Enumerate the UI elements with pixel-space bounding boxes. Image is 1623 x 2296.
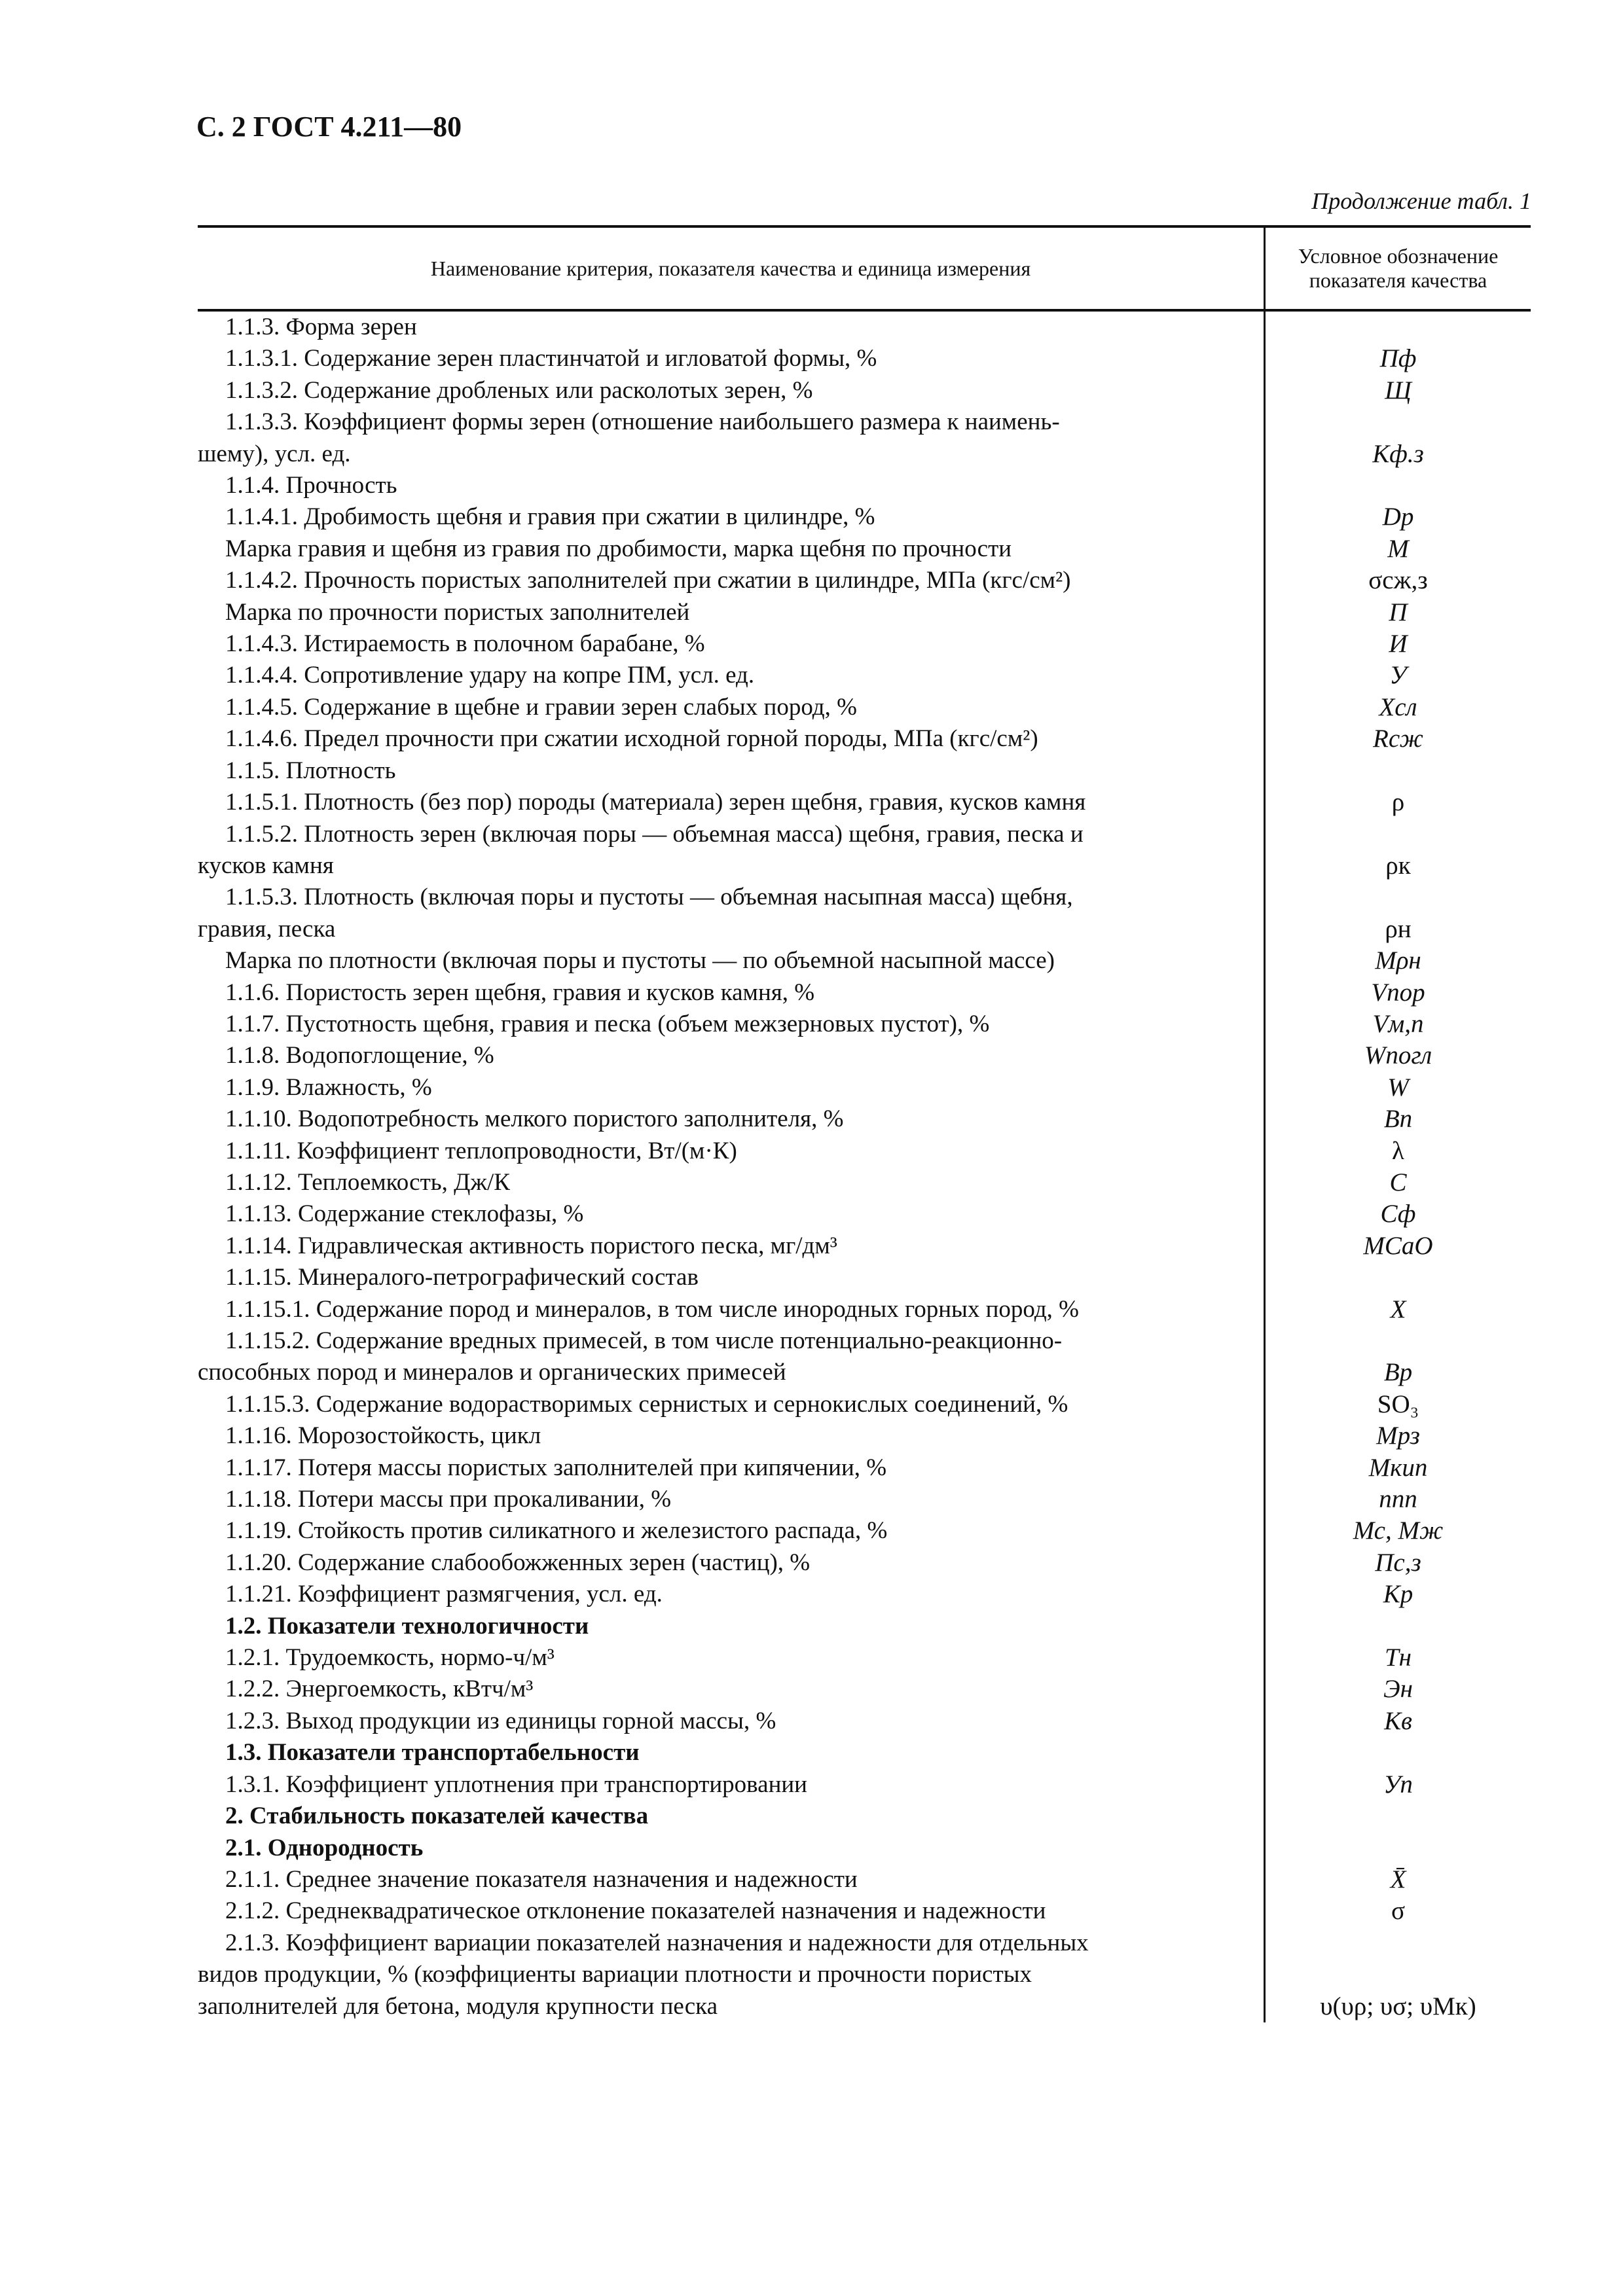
indicator-name-line: гравия, песка (198, 915, 336, 942)
indicator-name (198, 1737, 1264, 1768)
indicator-symbol (1264, 312, 1531, 343)
indicator-name-line: Марка по плотности (включая поры и пустоты — по объемной насыпной массе) (225, 947, 1055, 975)
table-row (198, 1928, 1531, 2022)
indicator-name-line: 1.1.6. Пористость зерен щебня, гравия и кусков камня, % (225, 978, 815, 1006)
indicator-name-line: 1.1.15.1. Содержание пород и минералов, в том числе инородных горных пород, % (225, 1295, 1079, 1323)
table-row (198, 819, 1531, 882)
table-row (198, 1325, 1531, 1389)
table-row (198, 660, 1531, 691)
indicator-name (198, 1389, 1264, 1420)
indicator-name (198, 1515, 1264, 1547)
table-row (198, 1420, 1531, 1452)
indicator-symbol: SO₃ (1264, 1389, 1531, 1420)
indicator-symbol (1264, 1801, 1531, 1832)
indicator-name (198, 1895, 1264, 1927)
indicator-symbol: σсж,з (1264, 565, 1531, 596)
table-row (198, 406, 1531, 470)
table-row (198, 1642, 1531, 1674)
table-header-row (198, 228, 1531, 309)
indicator-name (198, 1136, 1264, 1167)
indicator-name (198, 501, 1264, 533)
indicator-name (198, 787, 1264, 818)
indicator-name-line: 1.3.1. Коэффициент уплотнения при транспортировании (225, 1770, 807, 1798)
indicator-name (198, 1072, 1264, 1103)
indicator-symbol: ρ (1264, 787, 1531, 818)
table-row (198, 1833, 1531, 1864)
indicator-name-line: 1.1.7. Пустотность щебня, гравия и песка (объем межзерновых пустот), % (225, 1010, 990, 1037)
indicator-name (198, 597, 1264, 628)
indicator-symbol: Dр (1264, 501, 1531, 533)
indicator-name (198, 565, 1264, 596)
indicator-symbol: Пф (1264, 343, 1531, 374)
indicator-name-line: 1.1.10. Водопотребность мелкого пористого заполнителя, % (225, 1105, 844, 1133)
table-row (198, 1262, 1531, 1293)
indicator-symbol: Щ (1264, 375, 1531, 406)
indicator-name-line: заполнителей для бетона, модуля крупности песка (198, 1992, 718, 2020)
indicator-name-line: 1.1.5.3. Плотность (включая поры и пустоты — объемная насыпная масса) щебня, (225, 884, 1073, 911)
table-row (198, 1579, 1531, 1610)
indicator-name-line: 1.1.4.2. Прочность пористых заполнителей при сжатии в цилиндре, МПа (кгс/см²) (225, 567, 1071, 594)
indicator-name-line: 1.1.9. Влажность, % (225, 1073, 432, 1101)
indicator-name-line: 1.1.4.3. Истираемость в полочном барабане, % (225, 630, 705, 658)
table-row (198, 1706, 1531, 1737)
table-continuation-label: Продолжение табл. 1 (1311, 188, 1531, 214)
indicator-name (198, 692, 1264, 723)
indicator-symbol: И (1264, 628, 1531, 660)
table-row (198, 343, 1531, 374)
indicator-name (198, 1198, 1264, 1230)
indicator-name (198, 1009, 1264, 1040)
table-row (198, 882, 1531, 945)
table-row (198, 1294, 1531, 1325)
table-row (198, 628, 1531, 660)
indicator-name-line: 2.1. Однородность (225, 1834, 424, 1861)
table-row (198, 565, 1531, 596)
indicator-name-line: 1.2.2. Энергоемкость, кВтч/м³ (225, 1676, 534, 1703)
indicator-symbol (1264, 755, 1531, 787)
indicator-symbol: П (1264, 597, 1531, 628)
indicator-name-line: 1.1.14. Гидравлическая активность пористого песка, мг/дм³ (225, 1232, 837, 1259)
indicator-name-line: Марка гравия и щебня из гравия по дробимости, марка щебня по прочности (225, 535, 1012, 562)
indicator-name-line: 1.1.4.4. Сопротивление удару на копре ПМ, усл. ед. (225, 662, 755, 689)
table-row (198, 1389, 1531, 1420)
indicator-name (198, 660, 1264, 691)
indicator-name-line: 1.1.16. Морозостойкость, цикл (225, 1422, 541, 1450)
table-row (198, 1167, 1531, 1198)
table-row (198, 945, 1531, 977)
indicator-name-line: 1.1.4.1. Дробимость щебня и гравия при сжатии в цилиндре, % (225, 503, 875, 531)
indicator-name-line: 1.1.5. Плотность (225, 757, 396, 784)
indicator-name (198, 1484, 1264, 1515)
indicator-name-line: 1.1.12. Теплоемкость, Дж/К (225, 1168, 510, 1196)
indicator-name-line: 1.1.19. Стойкость против силикатного и железистого распада, % (225, 1517, 888, 1545)
indicator-name (198, 312, 1264, 343)
page-header: С. 2 ГОСТ 4.211—80 (196, 111, 462, 143)
indicator-name-line: кусков камня (198, 852, 334, 879)
table-row (198, 1864, 1531, 1895)
indicator-symbol: М (1264, 533, 1531, 565)
table-row (198, 1801, 1531, 1832)
indicator-name (198, 375, 1264, 406)
indicator-symbol: Кф.з (1264, 406, 1531, 470)
table-row (198, 312, 1531, 343)
indicator-symbol: λ (1264, 1136, 1531, 1167)
table-row (198, 1484, 1531, 1515)
indicator-name-line: Марка по прочности пористых заполнителей (225, 598, 690, 626)
table-row (198, 533, 1531, 565)
indicator-name (198, 1262, 1264, 1293)
table-row (198, 1674, 1531, 1705)
indicator-symbol (1264, 1262, 1531, 1293)
indicator-name (198, 945, 1264, 977)
indicator-symbol: Кр (1264, 1579, 1531, 1610)
indicator-symbol: У (1264, 660, 1531, 691)
indicator-name (198, 406, 1264, 470)
indicator-symbol: ппп (1264, 1484, 1531, 1515)
indicator-name-line: видов продукции, % (коэффициенты вариации плотности и прочности пористых (198, 1961, 1032, 1988)
indicator-name (198, 1167, 1264, 1198)
table-row (198, 1103, 1531, 1135)
table-row (198, 1009, 1531, 1040)
table-row (198, 1072, 1531, 1103)
indicator-name (198, 1706, 1264, 1737)
indicator-name-line: 1.1.3.1. Содержание зерен пластинчатой и игловатой формы, % (225, 345, 877, 372)
indicator-name (198, 1611, 1264, 1642)
indicator-name-line: шему), усл. ед. (198, 440, 351, 467)
indicator-name (198, 1420, 1264, 1452)
indicator-name-line: 1.2.1. Трудоемкость, нормо-ч/м³ (225, 1644, 555, 1672)
table-row (198, 597, 1531, 628)
table-row (198, 1611, 1531, 1642)
indicator-name-line: 1.1.4.6. Предел прочности при сжатии исходной горной породы, МПа (кгс/см²) (225, 725, 1038, 753)
indicator-symbol: X̄ (1264, 1864, 1531, 1895)
indicator-name-line: 1.1.11. Коэффициент теплопроводности, Вт/(м·К) (225, 1137, 737, 1164)
indicator-name-line: 1.1.13. Содержание стеклофазы, % (225, 1200, 584, 1228)
indicator-name-line: 1.1.21. Коэффициент размягчения, усл. ед. (225, 1581, 663, 1608)
table-row (198, 1198, 1531, 1230)
indicator-symbol: Wпогл (1264, 1040, 1531, 1071)
indicator-name (198, 1230, 1264, 1262)
indicator-name-line: 1.1.4. Прочность (225, 472, 397, 499)
indicator-name (198, 723, 1264, 755)
indicator-name (198, 1294, 1264, 1325)
indicator-name (198, 1103, 1264, 1135)
indicator-name (198, 1579, 1264, 1610)
indicator-symbol: Хсл (1264, 692, 1531, 723)
indicator-name-line: 1.1.3.2. Содержание дробленых или расколотых зерен, % (225, 376, 813, 404)
indicator-name (198, 470, 1264, 501)
indicator-name (198, 977, 1264, 1009)
table-row (198, 470, 1531, 501)
table-row (198, 723, 1531, 755)
indicator-name (198, 755, 1264, 787)
table-row (198, 1230, 1531, 1262)
indicator-symbol: МCaO (1264, 1230, 1531, 1262)
indicator-symbol: Bп (1264, 1103, 1531, 1135)
indicator-name (198, 1674, 1264, 1705)
indicator-symbol: W (1264, 1072, 1531, 1103)
indicator-symbol (1264, 1833, 1531, 1864)
indicator-symbol: Кв (1264, 1706, 1531, 1737)
indicator-name (198, 1040, 1264, 1071)
indicator-name-line: 1.1.15. Минералого-петрографический состав (225, 1264, 699, 1291)
indicator-symbol: Тн (1264, 1642, 1531, 1674)
indicator-symbol: Уп (1264, 1769, 1531, 1801)
indicator-symbol: Сф (1264, 1198, 1531, 1230)
indicator-symbol: Эн (1264, 1674, 1531, 1705)
indicator-symbol: Мкип (1264, 1452, 1531, 1484)
indicator-name-line: 1.1.5.2. Плотность зерен (включая поры — объемная масса) щебня, гравия, песка и (225, 820, 1084, 848)
table-row (198, 501, 1531, 533)
indicator-name-line: 1.2.3. Выход продукции из единицы горной массы, % (225, 1707, 776, 1734)
table-row (198, 1515, 1531, 1547)
table-row (198, 787, 1531, 818)
indicator-symbol: Х (1264, 1294, 1531, 1325)
indicator-name-line: 1.1.15.3. Содержание водорастворимых сернистых и сернокислых соединений, % (225, 1390, 1068, 1418)
table-row (198, 692, 1531, 723)
indicator-symbol: Пс,з (1264, 1547, 1531, 1579)
indicator-symbol: ρн (1264, 882, 1531, 945)
indicator-name (198, 1769, 1264, 1801)
indicator-name-line: 2.1.2. Среднеквадратическое отклонение показателей назначения и надежности (225, 1897, 1046, 1925)
indicator-name (198, 1928, 1264, 2022)
indicator-name (198, 882, 1264, 945)
indicator-symbol (1264, 470, 1531, 501)
table-row (198, 1452, 1531, 1484)
indicator-name-line: 1.1.3. Форма зерен (225, 314, 417, 340)
table-row (198, 1040, 1531, 1071)
indicator-name-line: 1.2. Показатели технологичности (225, 1612, 589, 1640)
table-row (198, 1136, 1531, 1167)
table-row (198, 755, 1531, 787)
indicator-name (198, 1833, 1264, 1864)
indicator-name-line: 1.1.3.3. Коэффициент формы зерен (отношение наибольшего размера к наимень- (225, 408, 1060, 436)
table-row (198, 375, 1531, 406)
indicator-name-line: 2.1.3. Коэффициент вариации показателей назначения и надежности для отдельных (225, 1929, 1089, 1956)
indicator-name (198, 1325, 1264, 1389)
indicator-name (198, 1547, 1264, 1579)
table-row (198, 1769, 1531, 1801)
indicator-symbol: Rсж (1264, 723, 1531, 755)
indicator-symbol (1264, 1737, 1531, 1768)
table-row (198, 977, 1531, 1009)
indicator-symbol: υ(υρ; υσ; υМк) (1264, 1928, 1531, 2022)
indicator-symbol: σ (1264, 1895, 1531, 1927)
indicator-name (198, 533, 1264, 565)
indicator-name-line: 1.1.4.5. Содержание в щебне и гравии зерен слабых пород, % (225, 693, 857, 721)
indicator-symbol: Мс, Мж (1264, 1515, 1531, 1547)
indicator-name-line: 2. Стабильность показателей качества (225, 1803, 649, 1830)
indicator-name (198, 1801, 1264, 1832)
indicator-name (198, 1452, 1264, 1484)
indicator-name (198, 819, 1264, 882)
indicator-name (198, 628, 1264, 660)
table-row (198, 1547, 1531, 1579)
indicator-symbol: Vм,п (1264, 1009, 1531, 1040)
indicator-name-line: 2.1.1. Среднее значение показателя назначения и надежности (225, 1865, 858, 1893)
column-header-name: Наименование критерия, показателя качества и единица измерения (430, 256, 1031, 280)
indicator-name (198, 343, 1264, 374)
indicator-name (198, 1864, 1264, 1895)
indicator-name-line: 1.1.15.2. Содержание вредных примесей, в том числе потенциально-реакционно- (225, 1327, 1063, 1354)
table-row (198, 1737, 1531, 1768)
table-row (198, 1895, 1531, 1927)
indicator-name-line: 1.1.5.1. Плотность (без пор) породы (материала) зерен щебня, гравия, кусков камня (225, 789, 1086, 816)
column-header-symbol: Условное обозначение показателя качества (1264, 228, 1531, 309)
indicator-symbol: ρк (1264, 819, 1531, 882)
indicator-name-line: 1.3. Показатели транспортабельности (225, 1739, 640, 1767)
indicator-symbol: С (1264, 1167, 1531, 1198)
quality-indicators-table (198, 225, 1531, 2022)
indicator-name-line: 1.1.20. Содержание слабообожженных зерен (частиц), % (225, 1549, 811, 1576)
indicator-name-line: способных пород и минералов и органических примесей (198, 1359, 786, 1386)
indicator-symbol (1264, 1611, 1531, 1642)
indicator-name-line: 1.1.17. Потеря массы пористых заполнителей при кипячении, % (225, 1454, 887, 1481)
indicator-symbol: Vпор (1264, 977, 1531, 1009)
indicator-name (198, 1642, 1264, 1674)
table-body (198, 312, 1531, 2022)
indicator-symbol: Мрз (1264, 1420, 1531, 1452)
indicator-name-line: 1.1.18. Потери массы при прокаливании, % (225, 1486, 672, 1513)
indicator-symbol: Мρн (1264, 945, 1531, 977)
indicator-name-line: 1.1.8. Водопоглощение, % (225, 1042, 494, 1069)
indicator-symbol: Вр (1264, 1325, 1531, 1389)
